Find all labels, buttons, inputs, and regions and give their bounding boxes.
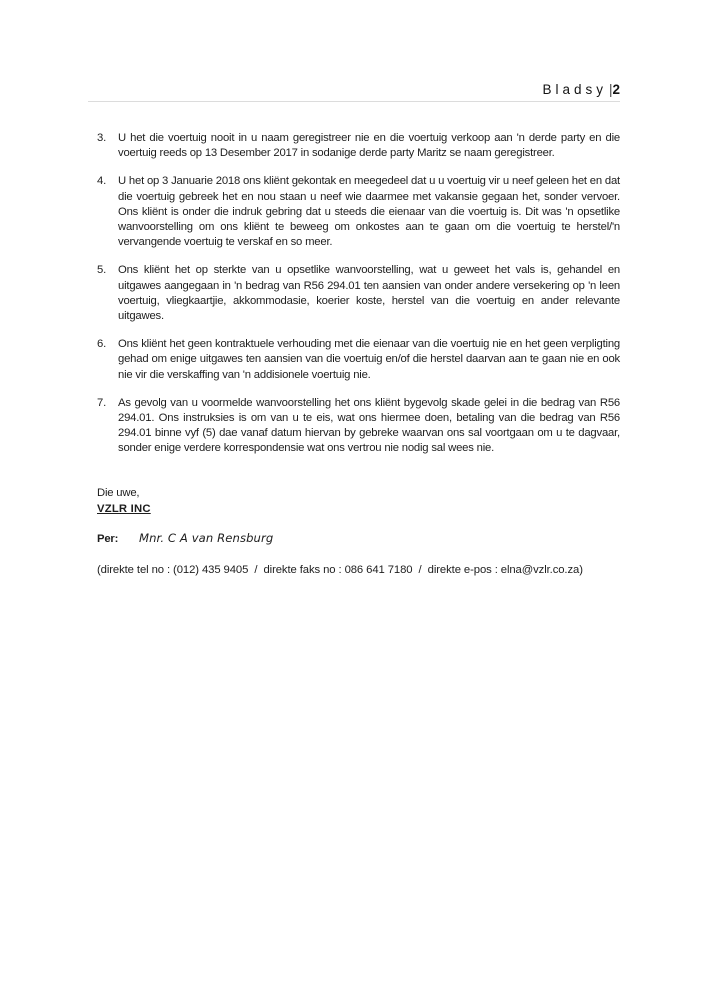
list-item-number: 3. bbox=[97, 132, 107, 144]
page-header-separator: | bbox=[608, 82, 613, 97]
list-item-6 bbox=[97, 337, 620, 383]
page-header-label: Bladsy bbox=[542, 82, 607, 97]
list-item-text: U het op 3 Januarie 2018 ons kliënt gekontak en meegedeel dat u u voertuig vir u neef geleen het en dat die voertuig gebreek het en nou staan u neef wie daarmee met vakansie gegaan het, sonder vervoer. Ons kliënt is onder die indruk gebring dat u steeds die eienaar van die voertuig is. Dit was 'n opsetlike wanvoorstelling om ons kliënt te beweeg om onkostes aan te gaan om die voertuig te herstel/'n vervangende voertuig te verskaf en so meer. bbox=[118, 175, 620, 249]
list-item-text: Ons kliënt het op sterkte van u opsetlike wanvoorstelling, wat u geweet het vals is, gehandel en uitgawes aangegaan in 'n bedrag van R56 294.01 ten aansien van onder andere versekering op 'n leen voertuig, vliegkaartjie, akkommodasie, koerier koste, herstel van die voertuig en ander relevante uitgawes. bbox=[118, 264, 620, 323]
list-item-5 bbox=[97, 263, 620, 324]
list-item-4 bbox=[97, 174, 620, 250]
letter-body bbox=[97, 131, 620, 578]
closing-block bbox=[97, 486, 620, 579]
header-divider bbox=[88, 101, 620, 102]
list-item-number: 5. bbox=[97, 264, 107, 277]
list-item-7 bbox=[97, 396, 620, 457]
per-label: Per: bbox=[97, 533, 119, 546]
closing-salutation: Die uwe, bbox=[97, 486, 140, 499]
list-item-number: 7. bbox=[97, 396, 107, 409]
signatory-line bbox=[97, 531, 620, 547]
list-item-text: U het die voertuig nooit in u naam geregistreer nie en die voertuig verkoop aan 'n derde party en die voertuig reeds op 13 Desember 2017 in sodanige derde party Maritz se naam geregistreer. bbox=[118, 132, 620, 160]
list-item-number: 4. bbox=[97, 175, 107, 188]
page-header bbox=[542, 82, 620, 97]
list-item-text: As gevolg van u voormelde wanvoorstelling het ons kliënt bygevolg skade gelei in die bedrag van R56 294.01. Ons instruksies is om van u te eis, wat ons hiermee doen, betaling van die bedrag van R56 294.01 binne vyf (5) dae vanaf datum hiervan by gebreke waarvan ons sal voortgaan om u te dagvaar, sonder enige verdere korrespondensie wat ons vertrou nie nodig sal wees nie. bbox=[118, 396, 620, 455]
signatory-name: Mnr. C A van Rensburg bbox=[139, 531, 274, 546]
contact-details: (direkte tel no : (012) 435 9405 / direkte faks no : 086 641 7180 / direkte e-pos : elna@vzlr.co.za) bbox=[97, 564, 583, 577]
list-item-3 bbox=[97, 131, 620, 161]
list-item-number: 6. bbox=[97, 338, 107, 351]
list-item-text: Ons kliënt het geen kontraktuele verhouding met die eienaar van die voertuig nie en het geen verpligting gehad om enige uitgawes ten aansien van die voertuig en/of die herstel daarvan aan te gaan nie en ook nie vir die verskaffing van 'n addisionele voertuig nie. bbox=[118, 338, 620, 381]
page-number: 2 bbox=[612, 82, 620, 97]
firm-name: VZLR INC bbox=[97, 502, 151, 515]
